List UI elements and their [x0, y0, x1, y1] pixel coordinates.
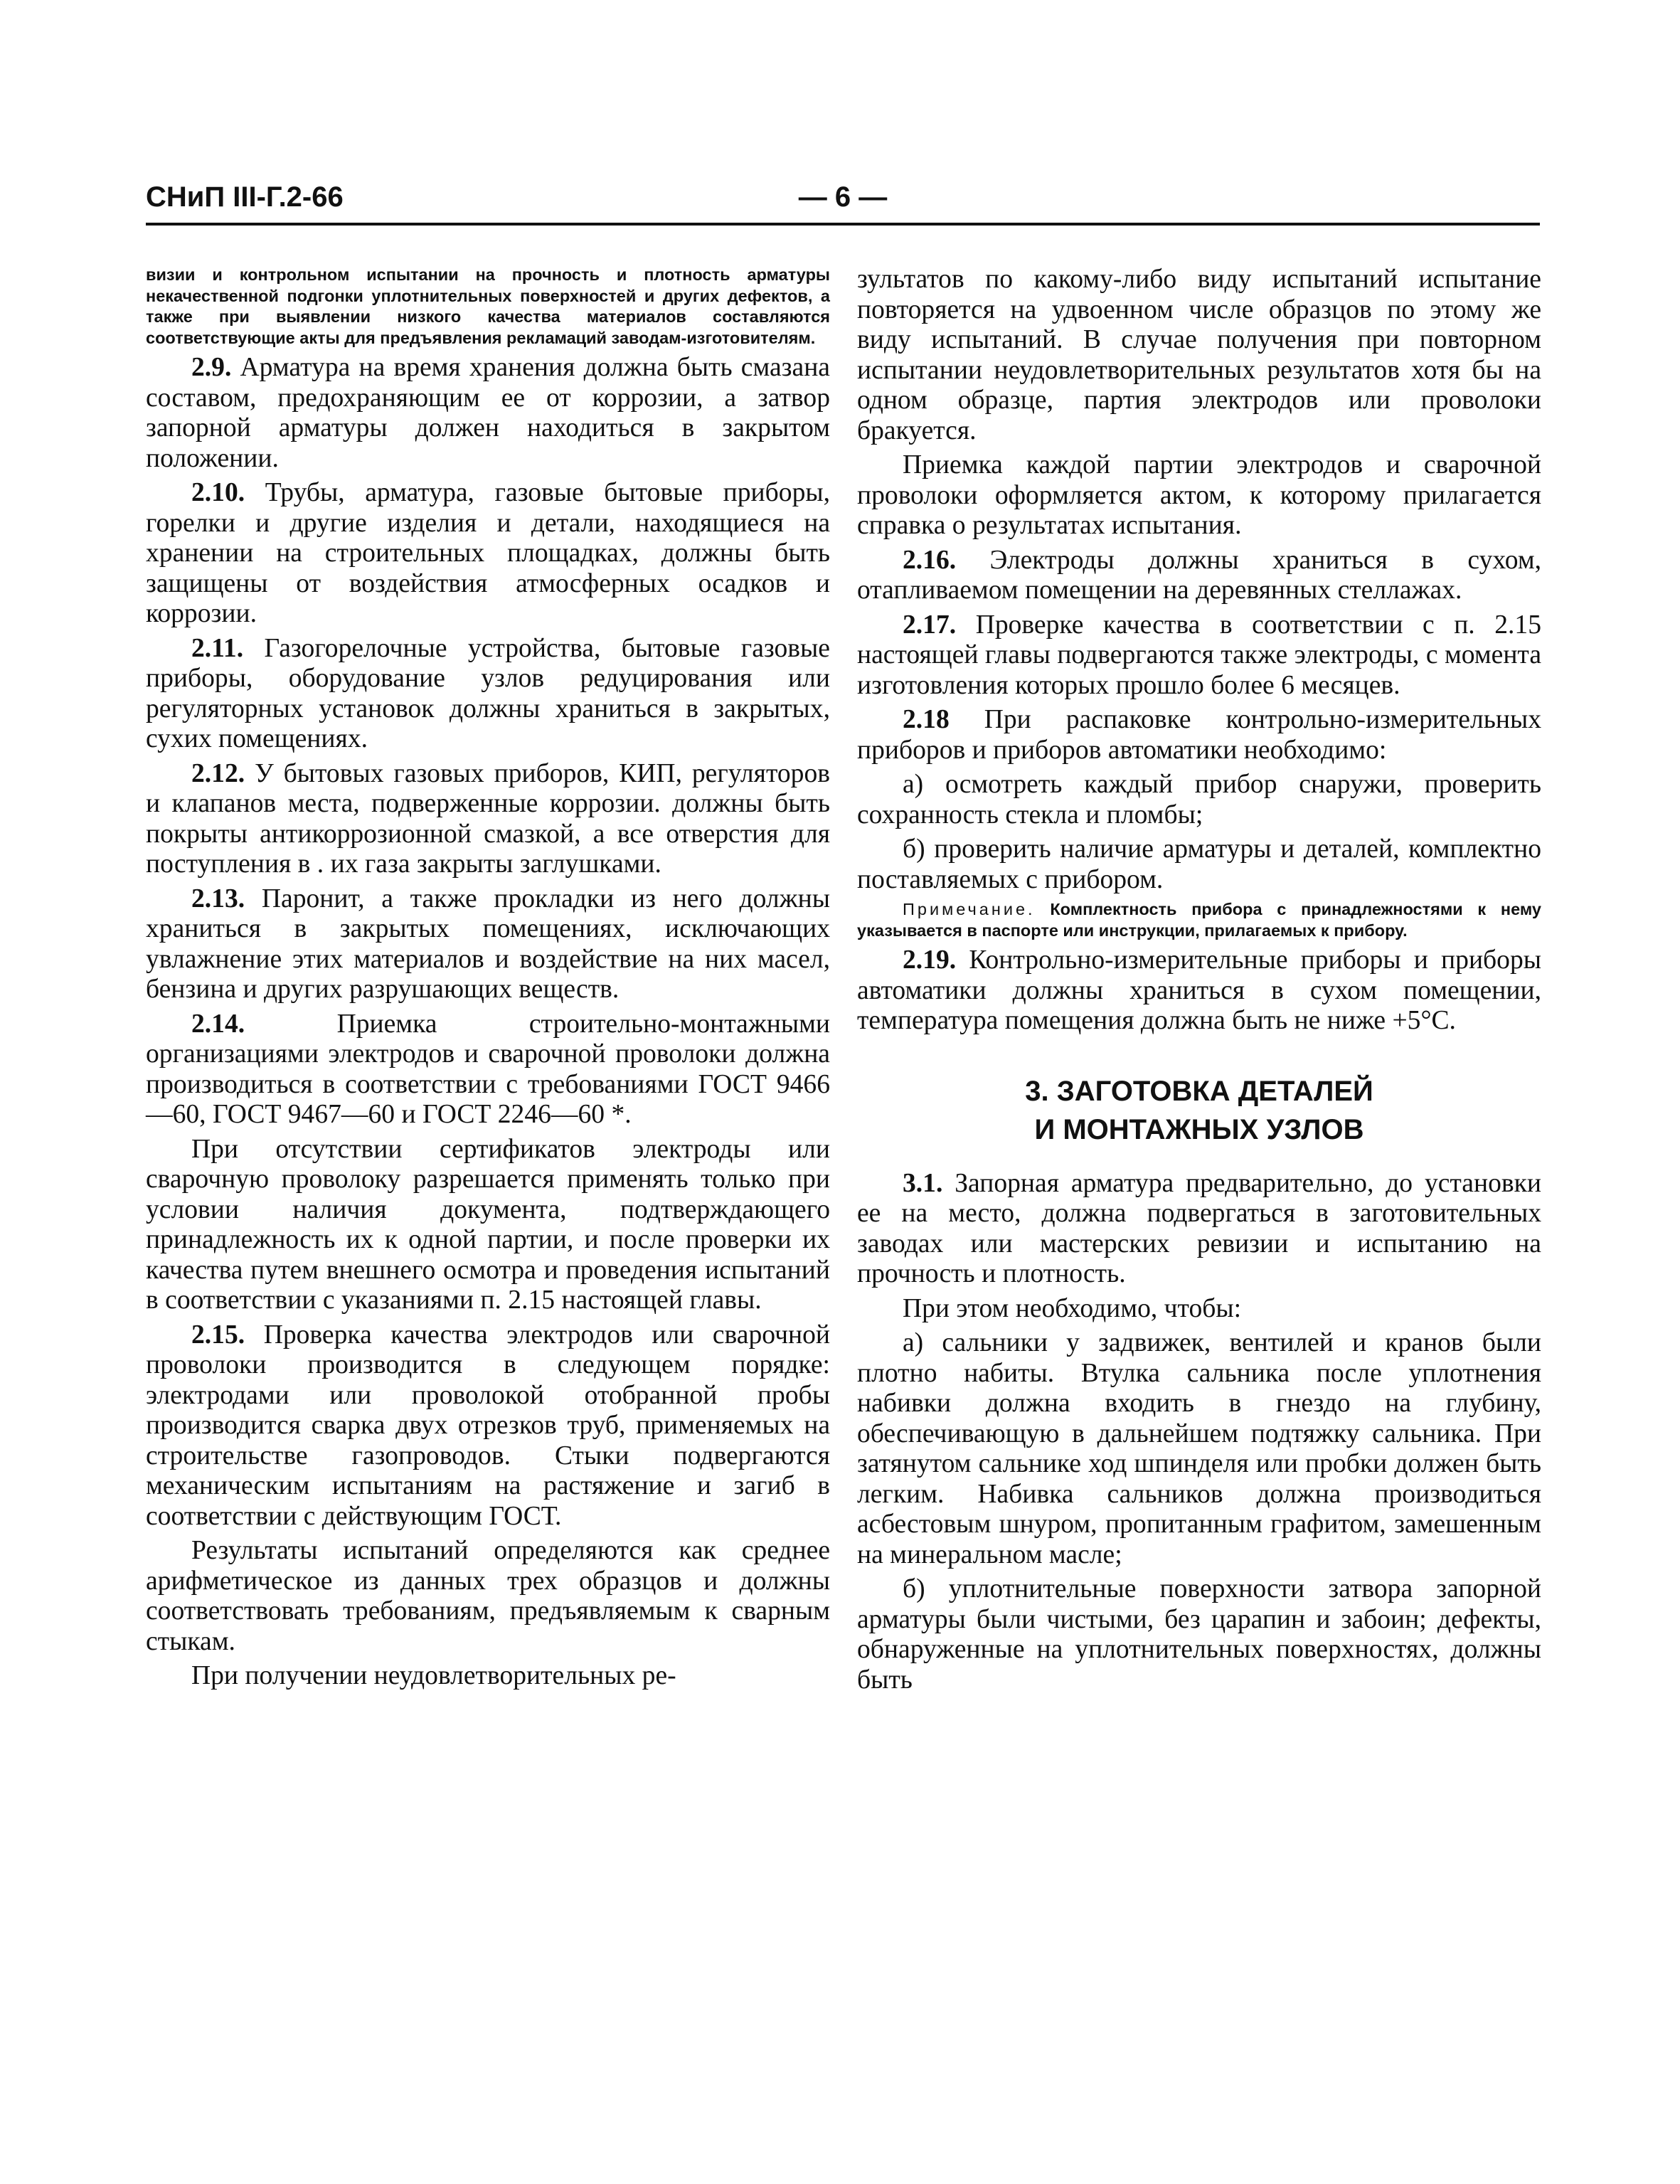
clause-text: При распаковке контрольно-измерительных приборов и приборов автоматики необходимо:: [857, 705, 1541, 765]
clause-text: Проверка качества электродов или сварочной проволоки производится в следующем порядке: электродами или проволокой отобранной пробы производится сварка двух отрезков труб, применяемых на строительстве газопроводов. Стыки подвергаются механическим испытаниям на растяжение и загиб в соответствии с действующим ГОСТ.: [146, 1320, 830, 1531]
clause-2-15: [146, 1320, 830, 1532]
right-column: [857, 265, 1541, 1700]
clause-text: Контрольно-измерительные приборы и приборы автоматики должны храниться в сухом помещении, температура помещения должна быть не ниже +5°С.: [857, 945, 1541, 1035]
clause-2-9: [146, 353, 830, 474]
clause-2-18: [857, 705, 1541, 765]
paragraph: Результаты испытаний определяются как среднее арифметическое из данных трех образцов и должны соответствовать требованиям, предъявляемым к сварным стыкам.: [146, 1536, 830, 1656]
clause-text: Электроды должны храниться в сухом, отапливаемом помещении на деревянных стеллажах.: [857, 545, 1541, 605]
clause-2-11: [146, 634, 830, 755]
clause-2-14: [146, 1009, 830, 1130]
clause-text: Газогорелочные устройства, бытовые газовые приборы, оборудование узлов редуцирования или регуляторных установок должны храниться в закрытых, сухих помещениях.: [146, 633, 830, 753]
list-item-b: б) проверить наличие арматуры и деталей, комплектно поставляемых с прибором.: [857, 834, 1541, 894]
clause-number: 2.15.: [191, 1320, 245, 1350]
section-heading-line: 3. ЗАГОТОВКА ДЕТАЛЕЙ: [1025, 1075, 1373, 1107]
clause-number: 2.14.: [191, 1009, 245, 1039]
paragraph: При этом необходимо, чтобы:: [903, 1293, 1242, 1323]
continued-paragraph-small: визии и контрольном испытании на прочность и плотность арматуры некачественной подгонки уплотнительных поверхностей и других дефектов, а также при выявлении низкого качества материалов составляются соответствующие акты для предъявления рекламаций заводам-изготовителям.: [146, 265, 830, 347]
note-text: Комплектность прибора с принадлежностями к нему указывается в паспорте или инструкции, прилагаемых к прибору.: [857, 900, 1541, 940]
list-item-a: а) осмотреть каждый прибор снаружи, проверить сохранность стекла и пломбы;: [857, 770, 1541, 829]
clause-number: 3.1.: [903, 1168, 943, 1198]
clause-3-1: [857, 1169, 1541, 1290]
clause-number: 2.18: [903, 705, 950, 734]
clause-text: Проверке качества в соответствии с п. 2.15 настоящей главы подвергаются также электроды, с момента изготовления которых прошло более 6 месяцев.: [857, 610, 1541, 700]
clause-2-10: [146, 478, 830, 630]
clause-text: Паронит, а также прокладки из него должны храниться в закрытых помещениях, исключающих увлажнение этих материалов и воздействие на них масел, бензина и других разрушающих веществ.: [146, 884, 830, 1004]
clause-number: 2.17.: [903, 610, 957, 640]
clause-number: 2.13.: [191, 884, 245, 913]
list-item-a: а) сальники у задвижек, вентилей и кранов были плотно набиты. Втулка сальника после уплотнения набивки должна входить в гнездо на глубину, обеспечивающую в дальнейшем подтяжку сальника. При затянутом сальнике ход шпинделя или пробки должен быть легким. Набивка сальников должна производиться асбестовым шнуром, пропитанным графитом, замешенным на минеральном масле;: [857, 1328, 1541, 1569]
left-column: [146, 265, 830, 1696]
section-heading: [857, 1072, 1541, 1149]
clause-text: Запорная арматура предварительно, до установки ее на место, должна подвергаться в заготовительных заводах или мастерских ревизии и испытанию на прочность и плотность.: [857, 1168, 1541, 1288]
note-label: Примечание.: [903, 900, 1036, 918]
document-code: СНиП III-Г.2-66: [146, 181, 344, 213]
header-rule: [146, 223, 1540, 226]
page-header: [146, 181, 1540, 224]
continued-paragraph: зультатов по какому-либо виду испытаний испытание повторяется на удвоенном числе образцов по этому же виду испытаний. В случае получения при повторном испытании неудовлетворительных результатов хотя бы на одном образце, партия электродов или проволоки бракуется.: [857, 265, 1541, 445]
clause-2-16: [857, 546, 1541, 606]
clause-2-19: [857, 945, 1541, 1037]
clause-text: Трубы, арматура, газовые бытовые приборы, горелки и другие изделия и детали, находящиеся на хранении на строительных площадках, должны быть защищены от воздействия атмосферных осадков и коррозии.: [146, 478, 830, 628]
clause-2-13: [146, 884, 830, 1005]
clause-number: 2.12.: [191, 758, 245, 788]
section-heading-line: И МОНТАЖНЫХ УЗЛОВ: [1034, 1113, 1364, 1145]
clause-number: 2.19.: [903, 945, 957, 975]
clause-text: Арматура на время хранения должна быть смазана составом, предохраняющим ее от коррозии, а затвор запорной арматуры должен находиться в закрытом положении.: [146, 353, 830, 473]
clause-2-17: [857, 610, 1541, 701]
paragraph: При получении неудовлетворительных ре-: [191, 1661, 676, 1690]
clause-number: 2.9.: [191, 353, 232, 382]
clause-number: 2.11.: [191, 633, 244, 663]
clause-text: У бытовых газовых приборов, КИП, регуляторов и клапанов места, подверженные коррозии. должны быть покрыты антикоррозионной смазкой, а все отверстия для поступления в . их газа закрыты заглушками.: [146, 758, 830, 879]
clause-2-12: [146, 759, 830, 880]
page-number: — 6 —: [798, 181, 888, 213]
clause-text: Приемка строительно-монтажными организациями электродов и сварочной проволоки должна производиться в соответствии с требованиями ГОСТ 9466—60, ГОСТ 9467—60 и ГОСТ 2246—60 *.: [146, 1009, 830, 1129]
list-item-b: б) уплотнительные поверхности затвора запорной арматуры были чистыми, без царапин и забоин; дефекты, обнаруженные на уплотнительных поверхностях, должны быть: [857, 1574, 1541, 1695]
note: [857, 899, 1541, 941]
clause-number: 2.16.: [903, 545, 957, 575]
paragraph: Приемка каждой партии электродов и сварочной проволоки оформляется актом, к которому прилагается справка о результатах испытания.: [857, 450, 1541, 540]
paragraph: При отсутствии сертификатов электроды или сварочную проволоку разрешается применять только при условии наличия документа, подтверждающего принадлежность их к одной партии, и после проверки их качества путем внешнего осмотра и проведения испытаний в соответствии с указаниями п. 2.15 настоящей главы.: [146, 1134, 830, 1315]
clause-number: 2.10.: [191, 478, 245, 507]
